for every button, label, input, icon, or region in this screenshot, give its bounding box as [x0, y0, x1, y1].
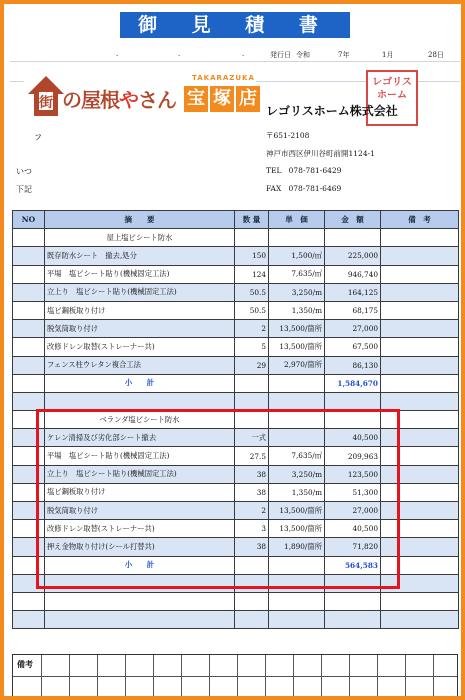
col-header-unit-price: 単 価 — [269, 211, 325, 229]
row-remarks — [381, 229, 459, 247]
svg-text:街: 街 — [39, 95, 53, 111]
row-quantity: 2 — [235, 502, 269, 520]
row-amount: 71,820 — [325, 538, 381, 556]
logo-tagline: TAKARAZUKA — [192, 74, 255, 82]
row-quantity — [235, 229, 269, 247]
company-logo — [24, 72, 256, 122]
row-amount: 1,584,670 — [325, 374, 381, 392]
dot: . — [242, 50, 245, 58]
row-description: 屋上塩ビシート防水 — [45, 229, 235, 247]
row-amount: 209,963 — [325, 447, 381, 465]
issue-year: 7年 — [338, 51, 350, 59]
col-header-no: NO — [13, 211, 45, 229]
row-amount: 51,300 — [325, 483, 381, 501]
row-description: 改修ドレン取替(ストレーナー共) — [45, 520, 235, 538]
row-description: 立上り 塩ビシート貼り(機械固定工法) — [45, 283, 235, 301]
row-no — [13, 283, 45, 301]
row-amount — [325, 611, 381, 629]
row-amount: 27,000 — [325, 320, 381, 338]
row-unit-price: 1,890/箇所 — [269, 538, 325, 556]
table-row — [13, 265, 459, 283]
row-description: 小 計 — [45, 556, 235, 574]
table-row — [13, 374, 459, 392]
table-row — [13, 247, 459, 265]
logo-char: 宝 — [184, 86, 208, 112]
row-description — [45, 592, 235, 610]
row-quantity: 3 — [235, 520, 269, 538]
col-header-amount: 金 額 — [325, 211, 381, 229]
row-unit-price: 1,350/m — [269, 483, 325, 501]
table-row — [13, 592, 459, 610]
row-remarks — [381, 283, 459, 301]
row-amount: 40,500 — [325, 520, 381, 538]
row-no — [13, 338, 45, 356]
house-roof-icon — [26, 72, 66, 118]
table-row — [13, 611, 459, 629]
table-row — [13, 338, 459, 356]
row-unit-price: 1,350/m — [269, 301, 325, 319]
row-quantity: 38 — [235, 465, 269, 483]
row-amount: 164,125 — [325, 283, 381, 301]
row-unit-price — [269, 611, 325, 629]
company-tel: TEL 078-781-6429 — [266, 166, 342, 175]
row-unit-price: 13,500/箇所 — [269, 520, 325, 538]
row-unit-price: 13,500/箇所 — [269, 502, 325, 520]
row-remarks — [381, 356, 459, 374]
row-remarks — [381, 592, 459, 610]
row-unit-price — [269, 392, 325, 410]
row-description — [45, 611, 235, 629]
col-header-quantity: 数 量 — [235, 211, 269, 229]
table-row — [13, 356, 459, 374]
row-quantity: 38 — [235, 538, 269, 556]
col-header-description: 摘 要 — [45, 211, 235, 229]
partial-text: 下記 — [16, 185, 32, 194]
row-amount: 86,130 — [325, 356, 381, 374]
row-remarks — [381, 392, 459, 410]
row-unit-price — [269, 592, 325, 610]
row-description: 平場 塩ビシート貼り(機械固定工法) — [45, 265, 235, 283]
row-description: 立上り 塩ビシート貼り(機械固定工法) — [45, 465, 235, 483]
row-unit-price: 2,970/箇所 — [269, 356, 325, 374]
row-remarks — [381, 611, 459, 629]
row-remarks — [381, 338, 459, 356]
row-description: 既存防水シート 撤去,処分 — [45, 247, 235, 265]
row-amount — [325, 229, 381, 247]
row-no — [13, 356, 45, 374]
notes-box — [12, 654, 458, 698]
row-remarks — [381, 247, 459, 265]
row-no — [13, 320, 45, 338]
table-header-row — [13, 211, 459, 229]
row-no — [13, 265, 45, 283]
company-address: 神戸市西区伊川谷町前開1124-1 — [266, 149, 375, 158]
dot: . — [116, 50, 119, 58]
table-row — [13, 320, 459, 338]
notes-label: 備考 — [17, 659, 33, 669]
row-quantity: 27.5 — [235, 447, 269, 465]
highlight-box-veranda — [36, 409, 400, 589]
company-fax: FAX 078-781-6469 — [266, 184, 342, 193]
row-quantity: 5 — [235, 338, 269, 356]
row-description: 塩ビ鋼板取り付け — [45, 301, 235, 319]
row-quantity — [235, 592, 269, 610]
row-amount: 67,500 — [325, 338, 381, 356]
row-description: 小 計 — [45, 374, 235, 392]
row-amount: 564,583 — [325, 556, 381, 574]
document-title: 御 見 積 書 — [120, 12, 350, 38]
row-remarks — [381, 301, 459, 319]
row-quantity: 38 — [235, 483, 269, 501]
row-amount: 946,740 — [325, 265, 381, 283]
row-amount — [325, 392, 381, 410]
row-quantity: 124 — [235, 265, 269, 283]
estimate-sheet — [10, 8, 460, 698]
row-quantity: 29 — [235, 356, 269, 374]
row-description — [45, 392, 235, 410]
table-row — [13, 392, 459, 410]
row-quantity: 150 — [235, 247, 269, 265]
row-unit-price: 3,250/m — [269, 283, 325, 301]
table-row — [13, 301, 459, 319]
logo-name: の屋根やさん — [62, 88, 176, 112]
row-amount: 68,175 — [325, 301, 381, 319]
row-amount: 225,000 — [325, 247, 381, 265]
row-no — [13, 301, 45, 319]
dot: . — [178, 50, 181, 58]
row-no — [13, 392, 45, 410]
row-no — [13, 247, 45, 265]
row-no — [13, 374, 45, 392]
notes-columns — [41, 655, 457, 697]
company-seal-stamp: レゴリスホーム — [366, 70, 418, 126]
row-unit-price: 7,635/㎡ — [269, 447, 325, 465]
row-description: 平場 塩ビシート貼り(機械固定工法) — [45, 447, 235, 465]
row-amount: 123,500 — [325, 465, 381, 483]
row-quantity: 50.5 — [235, 301, 269, 319]
row-unit-price: 13,500/箇所 — [269, 338, 325, 356]
row-quantity: 一式 — [235, 429, 269, 447]
issue-month: 1月 — [382, 51, 394, 59]
row-description: フェンス柱ウレタン複合工法 — [45, 356, 235, 374]
row-description: ケレン清掃及び劣化部シート撤去 — [45, 429, 235, 447]
row-remarks — [381, 320, 459, 338]
issue-day: 28日 — [428, 51, 444, 59]
row-description: ベランダ塩ビシート防水 — [45, 411, 235, 429]
logo-char: 店 — [236, 86, 260, 112]
row-quantity — [235, 392, 269, 410]
row-description: 改修ドレン取替(ストレーナー共) — [45, 338, 235, 356]
row-no — [13, 611, 45, 629]
row-quantity: 2 — [235, 320, 269, 338]
row-unit-price: 1,500/㎡ — [269, 247, 325, 265]
postal-code: 〒651-2108 — [266, 131, 310, 140]
table-row — [13, 229, 459, 247]
row-amount: 40,500 — [325, 429, 381, 447]
row-amount: 27,000 — [325, 502, 381, 520]
row-description: 脱気筒取り付け — [45, 502, 235, 520]
logo-char: 塚 — [210, 86, 234, 112]
row-description: 押え金物取り付け(シール打替共) — [45, 538, 235, 556]
row-unit-price: 13,500/箇所 — [269, 320, 325, 338]
partial-text: フ — [34, 133, 42, 142]
row-remarks — [381, 374, 459, 392]
row-unit-price — [269, 229, 325, 247]
row-unit-price: 7,635/㎡ — [269, 265, 325, 283]
row-description: 塩ビ鋼板取り付け — [45, 483, 235, 501]
row-quantity: 50.5 — [235, 283, 269, 301]
row-quantity — [235, 611, 269, 629]
col-header-remarks: 備 考 — [381, 211, 459, 229]
row-unit-price: 3,250/m — [269, 465, 325, 483]
era: 令和 — [296, 51, 310, 59]
row-description: 脱気筒取り付け — [45, 320, 235, 338]
row-quantity — [235, 374, 269, 392]
row-no — [13, 592, 45, 610]
issue-date-label: 発行日 — [270, 51, 291, 59]
partial-text: いつ — [16, 167, 32, 176]
row-remarks — [381, 265, 459, 283]
row-amount — [325, 592, 381, 610]
company-name: レゴリスホーム株式会社 — [266, 104, 398, 118]
table-row — [13, 283, 459, 301]
row-unit-price — [269, 374, 325, 392]
row-no — [13, 229, 45, 247]
